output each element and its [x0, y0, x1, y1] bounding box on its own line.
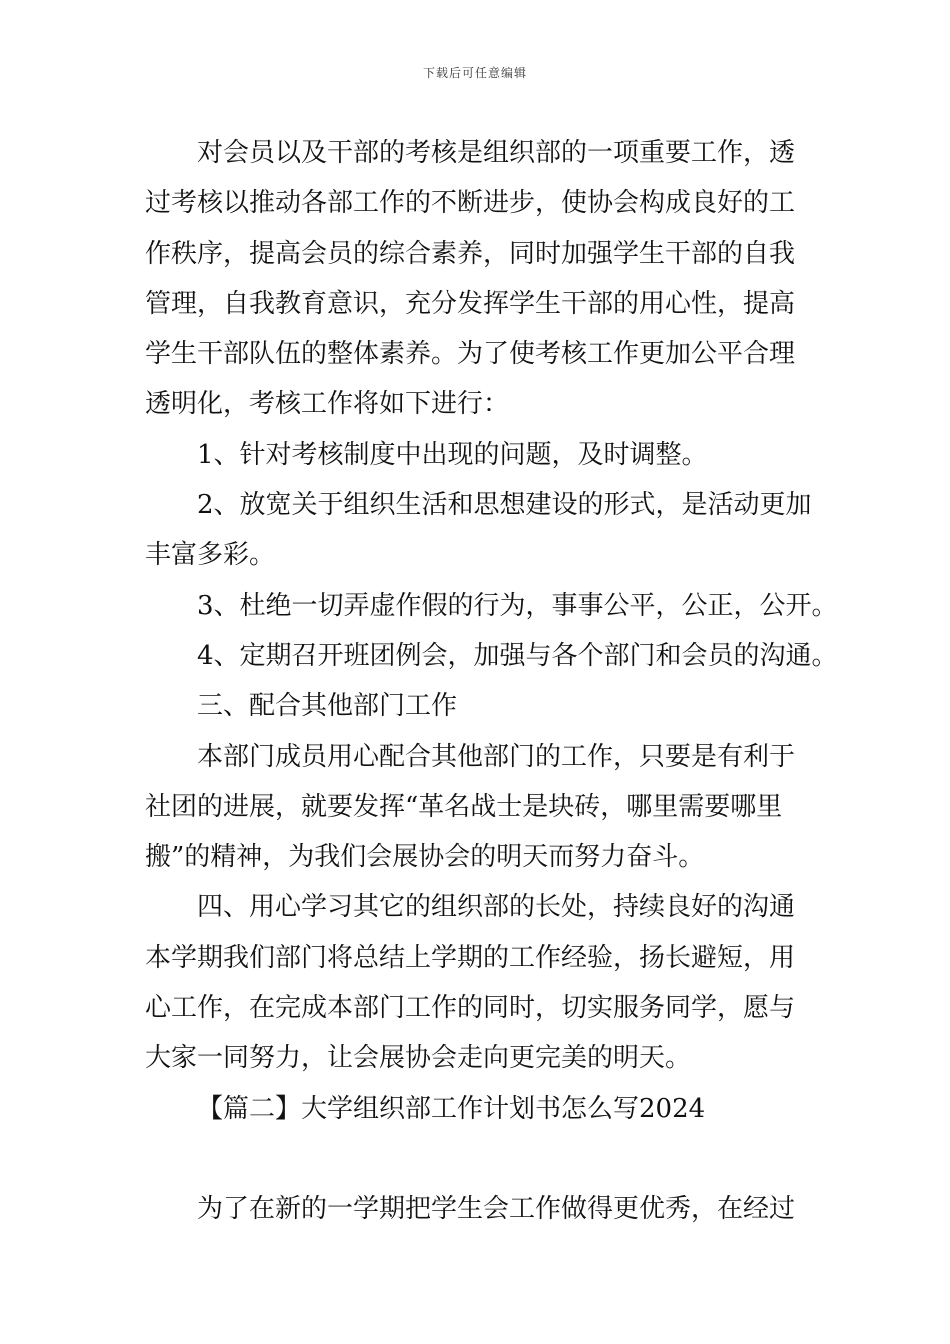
paragraph-line: 本学期我们部门将总结上学期的工作经验，扬长避短，用: [145, 942, 796, 973]
document-body: [145, 128, 838, 1235]
paragraph-line: 社团的进展，就要发挥“革名战士是块砖，哪里需要哪里: [145, 791, 783, 822]
paragraph-line: 搬”的精神，为我们会展协会的明天而努力奋斗。: [145, 842, 705, 873]
chapter-title: 【篇二】大学组织部工作计划书怎么写2024: [197, 1093, 706, 1124]
blank-line: [145, 1134, 810, 1184]
paragraph-line: 对会员以及干部的考核是组织部的一项重要工作，透: [197, 138, 796, 168]
section-heading: 三、配合其他部门工作: [197, 691, 458, 722]
list-item-line: 3、杜绝一切弄虚作假的行为，事事公平，公正，公开。: [197, 590, 838, 621]
paragraph-line: 大家一同努力，让会展协会走向更完美的明天。: [145, 1043, 692, 1074]
paragraph-line: 学生干部队伍的整体素养。为了使考核工作更加公平合理: [145, 339, 796, 370]
list-item-line: 丰富多彩。: [145, 540, 276, 571]
page-header: 下载后可任意编辑: [422, 66, 527, 80]
paragraph-line: 为了在新的一学期把学生会工作做得更优秀，在经过: [197, 1194, 796, 1225]
paragraph-line: 管理，自我教育意识，充分发挥学生干部的用心性，提高: [145, 288, 796, 319]
list-item-line: 4、定期召开班团例会，加强与各个部门和会员的沟通。: [197, 640, 838, 671]
paragraph-line: 透明化，考核工作将如下进行：: [145, 389, 510, 420]
paragraph-line: 心工作，在完成本部门工作的同时，切实服务同学，愿与: [145, 993, 796, 1024]
paragraph-line: 作秩序，提高会员的综合素养，同时加强学生干部的自我: [145, 238, 796, 269]
paragraph-line: 过考核以推动各部工作的不断进步，使协会构成良好的工: [145, 188, 796, 219]
list-item-line: 2、放宽关于组织生活和思想建设的形式，是活动更加: [197, 490, 812, 521]
paragraph-line: 本部门成员用心配合其他部门的工作，只要是有利于: [197, 741, 796, 772]
section-heading: 四、用心学习其它的组织部的长处，持续良好的沟通: [197, 892, 796, 923]
list-item-line: 1、针对考核制度中出现的问题，及时调整。: [197, 439, 708, 470]
